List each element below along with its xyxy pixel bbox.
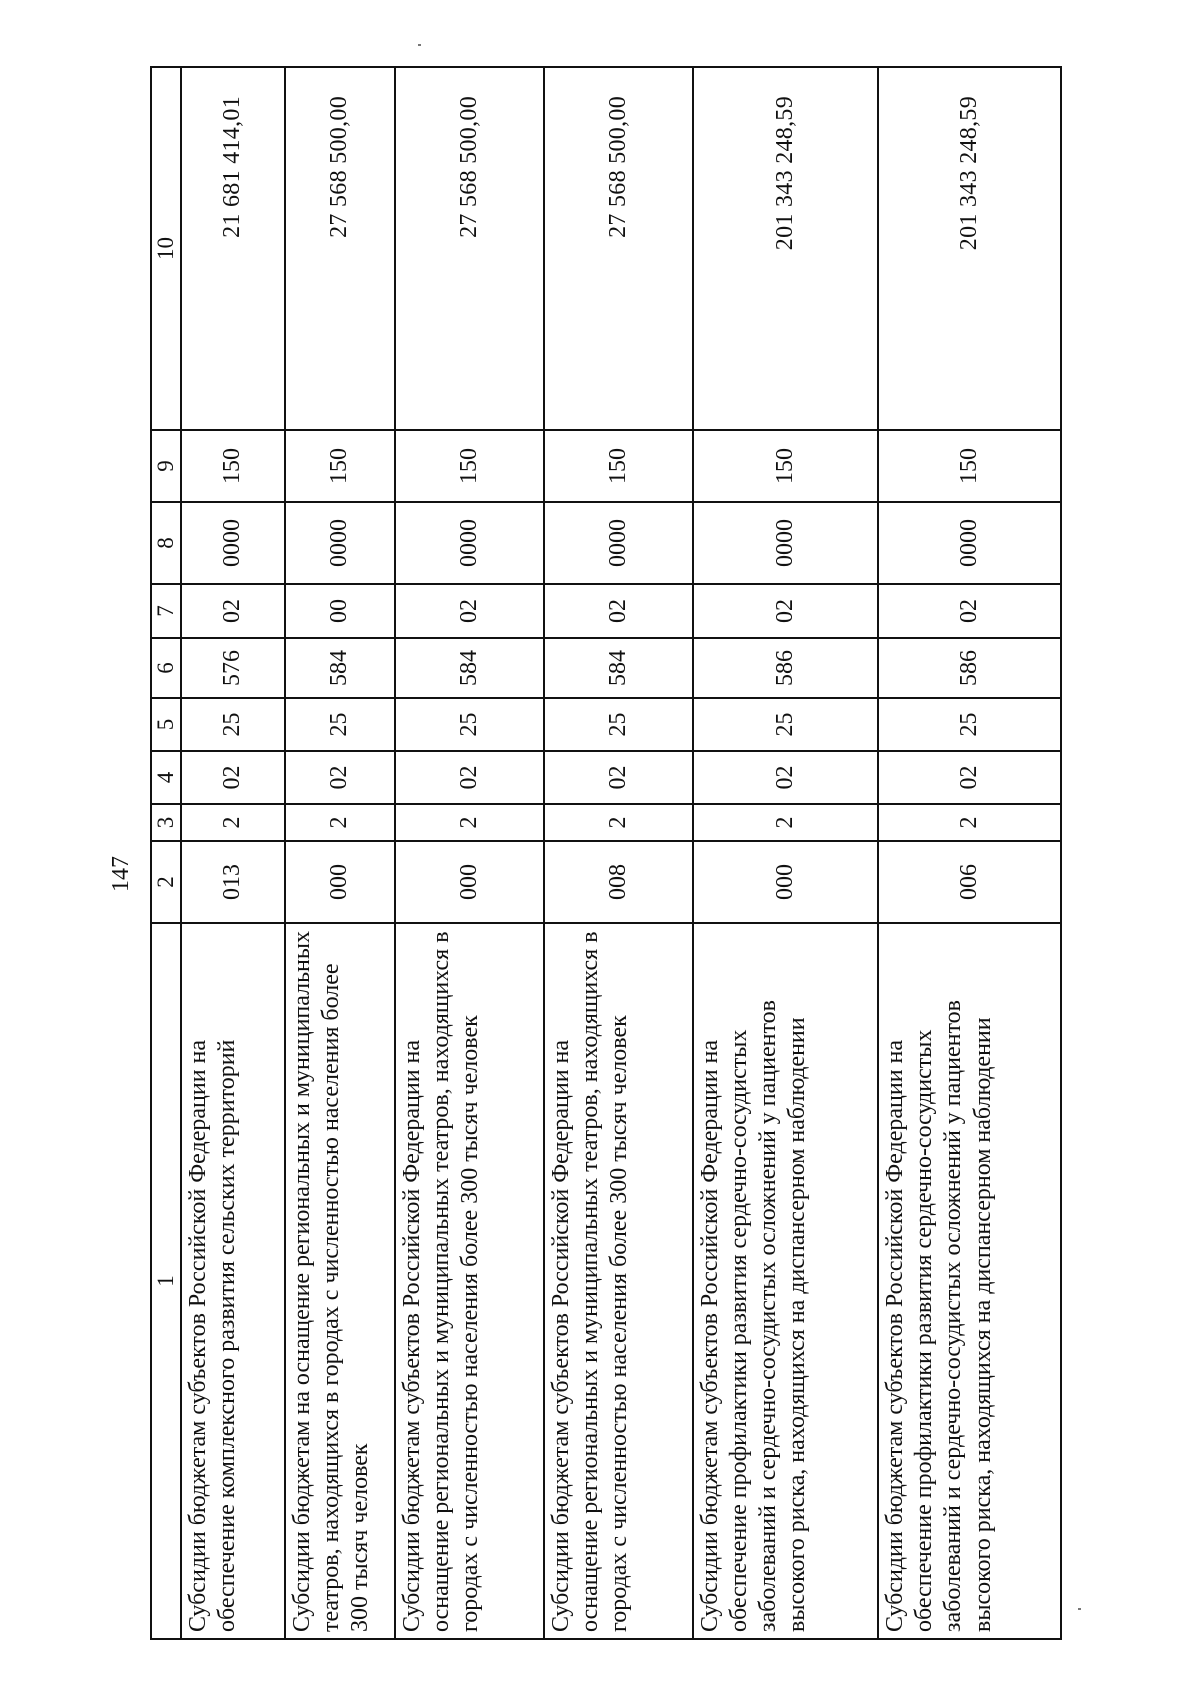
row-code-3: 2 bbox=[878, 804, 1061, 841]
scan-speck bbox=[418, 44, 421, 46]
row-code-4: 02 bbox=[693, 751, 878, 804]
column-header-10: 10 bbox=[151, 67, 181, 430]
row-code-2: 000 bbox=[395, 841, 544, 923]
table-row bbox=[693, 67, 878, 1639]
table-row bbox=[181, 67, 285, 1639]
row-code-9: 150 bbox=[285, 430, 395, 502]
page-number: 147 bbox=[107, 856, 134, 892]
row-code-5: 25 bbox=[395, 698, 544, 751]
row-code-6: 576 bbox=[181, 638, 285, 698]
row-code-9: 150 bbox=[693, 430, 878, 502]
column-header-4: 4 bbox=[151, 751, 181, 804]
column-header-3: 3 bbox=[151, 804, 181, 841]
row-code-7: 02 bbox=[693, 584, 878, 638]
row-amount: 27 568 500,00 bbox=[285, 67, 395, 430]
table-frame bbox=[150, 68, 1062, 1640]
row-code-9: 150 bbox=[544, 430, 693, 502]
row-code-8: 0000 bbox=[395, 502, 544, 584]
budget-table bbox=[150, 66, 1062, 1640]
column-header-5: 5 bbox=[151, 698, 181, 751]
scan-speck bbox=[1078, 1608, 1081, 1610]
row-code-4: 02 bbox=[285, 751, 395, 804]
row-code-5: 25 bbox=[181, 698, 285, 751]
table-row bbox=[285, 67, 395, 1639]
row-code-3: 2 bbox=[181, 804, 285, 841]
row-code-7: 02 bbox=[878, 584, 1061, 638]
row-code-6: 584 bbox=[285, 638, 395, 698]
row-amount: 27 568 500,00 bbox=[544, 67, 693, 430]
rotated-table-container bbox=[150, 68, 1062, 1640]
row-description: Субсидии бюджетам субъектов Российской Федерации на оснащение региональных и муниципальных театров, находящихся в городах с численностью населения более 300 тысяч человек bbox=[395, 923, 544, 1639]
row-amount: 27 568 500,00 bbox=[395, 67, 544, 430]
row-description: Субсидии бюджетам субъектов Российской Федерации на обеспечение комплексного развития сельских территорий bbox=[181, 923, 285, 1639]
table-row bbox=[544, 67, 693, 1639]
row-code-7: 02 bbox=[544, 584, 693, 638]
row-amount: 201 343 248,59 bbox=[693, 67, 878, 430]
row-code-2: 008 bbox=[544, 841, 693, 923]
row-code-2: 000 bbox=[285, 841, 395, 923]
row-code-3: 2 bbox=[395, 804, 544, 841]
column-header-9: 9 bbox=[151, 430, 181, 502]
row-code-4: 02 bbox=[395, 751, 544, 804]
row-code-8: 0000 bbox=[878, 502, 1061, 584]
row-code-3: 2 bbox=[544, 804, 693, 841]
row-code-8: 0000 bbox=[181, 502, 285, 584]
row-code-9: 150 bbox=[181, 430, 285, 502]
row-code-6: 586 bbox=[693, 638, 878, 698]
row-code-8: 0000 bbox=[285, 502, 395, 584]
row-code-7: 02 bbox=[395, 584, 544, 638]
row-code-7: 00 bbox=[285, 584, 395, 638]
row-code-5: 25 bbox=[693, 698, 878, 751]
header-row bbox=[151, 67, 181, 1639]
row-code-4: 02 bbox=[181, 751, 285, 804]
row-code-7: 02 bbox=[181, 584, 285, 638]
column-header-2: 2 bbox=[151, 841, 181, 923]
row-amount: 21 681 414,01 bbox=[181, 67, 285, 430]
row-code-2: 013 bbox=[181, 841, 285, 923]
column-header-6: 6 bbox=[151, 638, 181, 698]
row-code-6: 584 bbox=[395, 638, 544, 698]
row-code-6: 584 bbox=[544, 638, 693, 698]
row-code-3: 2 bbox=[693, 804, 878, 841]
row-code-2: 006 bbox=[878, 841, 1061, 923]
row-code-5: 25 bbox=[285, 698, 395, 751]
row-description: Субсидии бюджетам субъектов Российской Федерации на обеспечение профилактики развития сердечно-сосудистых заболеваний и сердечно-сосудистых осложнений у пациентов высокого риска, находящихся на диспансерном наблюдении bbox=[693, 923, 878, 1639]
row-code-2: 000 bbox=[693, 841, 878, 923]
row-amount: 201 343 248,59 bbox=[878, 67, 1061, 430]
row-code-5: 25 bbox=[878, 698, 1061, 751]
row-code-4: 02 bbox=[544, 751, 693, 804]
column-header-1: 1 bbox=[151, 923, 181, 1639]
row-code-6: 586 bbox=[878, 638, 1061, 698]
table-row bbox=[395, 67, 544, 1639]
row-code-9: 150 bbox=[878, 430, 1061, 502]
row-description: Субсидии бюджетам субъектов Российской Федерации на обеспечение профилактики развития сердечно-сосудистых заболеваний и сердечно-сосудистых осложнений у пациентов высокого риска, находящихся на диспансерном наблюдении bbox=[878, 923, 1061, 1639]
row-code-8: 0000 bbox=[693, 502, 878, 584]
row-code-3: 2 bbox=[285, 804, 395, 841]
row-description: Субсидии бюджетам на оснащение региональных и муниципальных театров, находящихся в городах с численностью населения более 300 тысяч человек bbox=[285, 923, 395, 1639]
row-code-5: 25 bbox=[544, 698, 693, 751]
row-code-8: 0000 bbox=[544, 502, 693, 584]
table-row bbox=[878, 67, 1061, 1639]
column-header-8: 8 bbox=[151, 502, 181, 584]
row-code-9: 150 bbox=[395, 430, 544, 502]
row-code-4: 02 bbox=[878, 751, 1061, 804]
column-header-7: 7 bbox=[151, 584, 181, 638]
row-description: Субсидии бюджетам субъектов Российской Федерации на оснащение региональных и муниципальных театров, находящихся в городах с численностью населения более 300 тысяч человек bbox=[544, 923, 693, 1639]
